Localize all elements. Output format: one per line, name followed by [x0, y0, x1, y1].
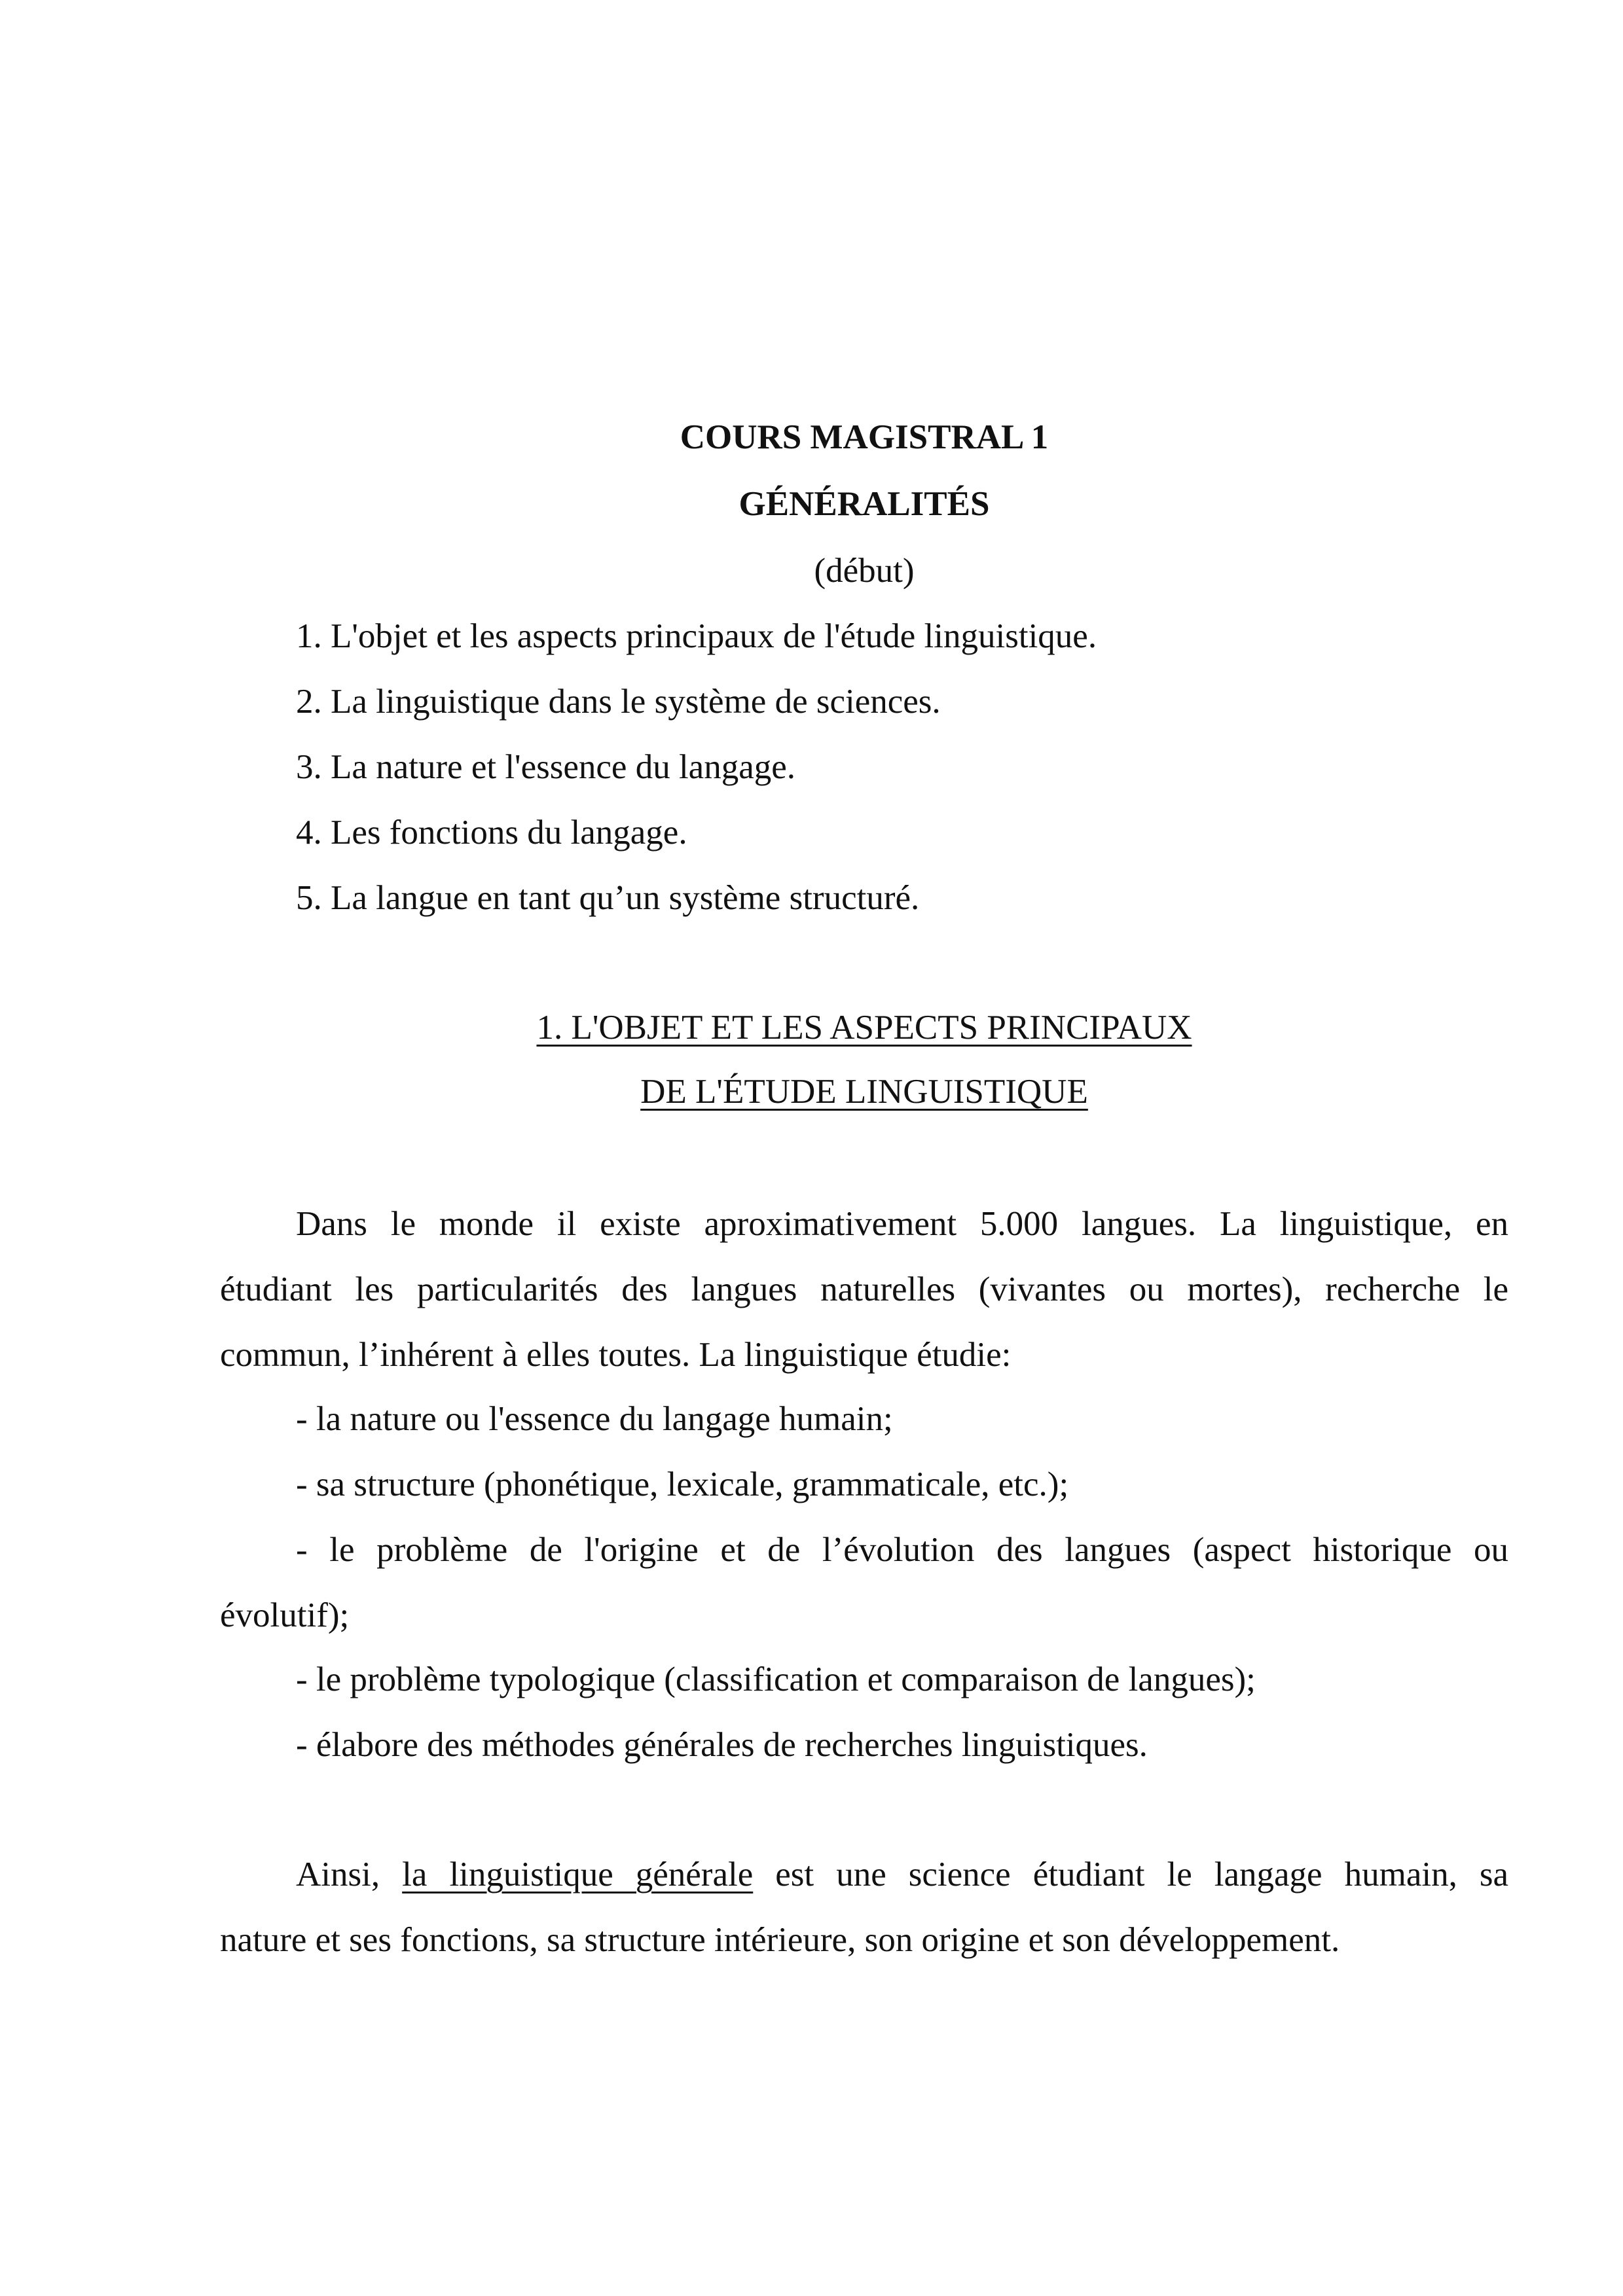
course-title: COURS MAGISTRAL 1 — [680, 418, 1049, 456]
outline-item-4: 4. Les fonctions du langage. — [296, 814, 687, 852]
bullet-item-5: - élabore des méthodes générales de recherches linguistiques. — [296, 1726, 1148, 1764]
course-subtitle: GÉNÉRALITÉS — [739, 485, 990, 523]
paragraph-2-line-2: nature et ses fonctions, sa structure intérieure, son origine et son développement. — [220, 1921, 1340, 1959]
outline-item-5: 5. La langue en tant qu’un système structuré. — [296, 879, 920, 917]
outline-item-3: 3. La nature et l'essence du langage. — [296, 748, 795, 786]
section-heading-line-2: DE L'ÉTUDE LINGUISTIQUE — [640, 1073, 1088, 1111]
bullet-item-1: - la nature ou l'essence du langage humain; — [296, 1400, 893, 1438]
paragraph-1-line-1: Dans le monde il existe aproximativement 5.000 langues. La linguistique, en — [296, 1205, 1508, 1243]
bullet-item-2: - sa structure (phonétique, lexicale, grammaticale, etc.); — [296, 1465, 1069, 1503]
bullet-item-3-line-1: - le problème de l'origine et de l’évolution des langues (aspect historique ou — [296, 1531, 1508, 1569]
bullet-item-3-line-2: évolutif); — [220, 1596, 350, 1634]
key-term: la linguistique générale — [402, 1856, 754, 1893]
section-heading-line-1: 1. L'OBJET ET LES ASPECTS PRINCIPAUX — [536, 1009, 1192, 1047]
bullet-item-4: - le problème typologique (classification et comparaison de langues); — [296, 1660, 1256, 1698]
outline-item-2: 2. La linguistique dans le système de sciences. — [296, 683, 941, 721]
paragraph-1-line-2: étudiant les particularités des langues naturelles (vivantes ou mortes), recherche le — [220, 1270, 1508, 1308]
paragraph-1-line-3: commun, l’inhérent à elles toutes. La linguistique étudie: — [220, 1336, 1012, 1374]
course-note: (début) — [814, 552, 915, 590]
outline-item-1: 1. L'objet et les aspects principaux de l'étude linguistique. — [296, 617, 1097, 655]
paragraph-2-line-1: Ainsi, la linguistique générale est une science étudiant le langage humain, sa — [296, 1856, 1508, 1893]
